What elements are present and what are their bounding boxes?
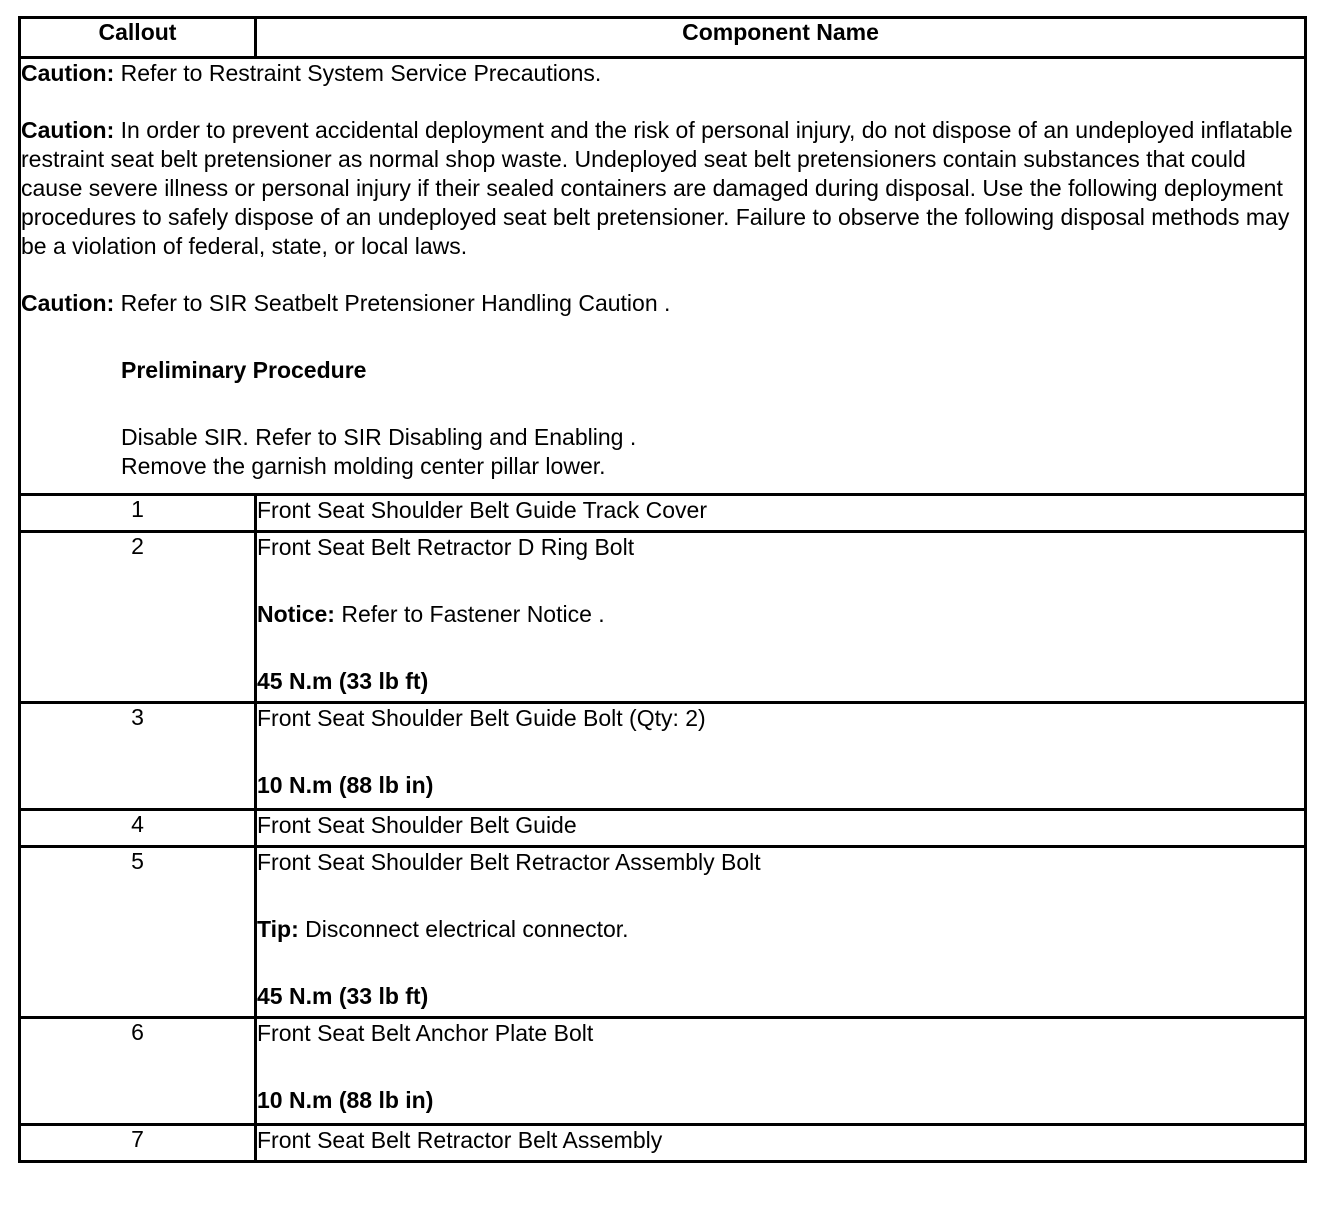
table-row [20,810,1306,847]
caution-3 [21,289,1304,318]
callout-number: 2 [20,532,256,703]
callout-number: 6 [20,1018,256,1125]
table-row [20,703,1306,810]
component-name: Front Seat Shoulder Belt Guide [256,810,1306,847]
component-note [257,915,1304,944]
component-name: Front Seat Shoulder Belt Retractor Assembly Bolt [257,849,761,875]
preliminary-step: Disable SIR. Refer to SIR Disabling and Enabling . [121,424,637,450]
table-row [20,847,1306,1018]
callout-number: 3 [20,703,256,810]
torque-spec: 45 N.m (33 lb ft) [257,983,429,1009]
component-table [18,16,1307,1163]
component-cell [256,532,1306,703]
table-row [20,1018,1306,1125]
caution-text: Refer to SIR Seatbelt Pretensioner Handling Caution . [114,290,671,316]
note-text: Disconnect electrical connector. [298,916,629,942]
callout-number: 7 [20,1125,256,1162]
torque-spec: 10 N.m (88 lb in) [257,772,434,798]
callout-number: 4 [20,810,256,847]
caution-text: In order to prevent accidental deployment and the risk of personal injury, do not dispose of an undeployed inflatable restraint seat belt pretensioner as normal shop waste. Undeployed seat belt pretensioners contain substances that could cause severe illness or personal injury if their sealed containers are damaged during disposal. Use the following deployment procedures to safely dispose of an undeployed seat belt pretensioner. Failure to observe the following disposal methods may be a violation of federal, state, or local laws. [21,117,1293,259]
caution-1 [21,59,1304,88]
component-name: Front Seat Belt Retractor D Ring Bolt [257,534,635,560]
header-row [20,18,1306,58]
component-name: Front Seat Shoulder Belt Guide Bolt (Qty: 2) [257,705,706,731]
caution-cell [20,58,1306,495]
table-row [20,495,1306,532]
caution-row [20,58,1306,495]
component-cell [256,847,1306,1018]
header-callout: Callout [20,18,256,58]
note-label: Notice: [257,601,335,627]
component-cell [256,703,1306,810]
component-cell [256,1018,1306,1125]
preliminary-title: Preliminary Procedure [121,357,367,383]
caution-label: Caution: [21,290,115,316]
table-row [20,1125,1306,1162]
note-text: Refer to Fastener Notice . [334,601,605,627]
caution-label: Caution: [21,117,115,143]
caution-label: Caution: [21,60,115,86]
component-note [257,600,1304,629]
component-name: Front Seat Shoulder Belt Guide Track Cover [256,495,1306,532]
torque-spec: 45 N.m (33 lb ft) [257,668,429,694]
table-row [20,532,1306,703]
caution-text: Refer to Restraint System Service Precautions. [114,60,602,86]
component-name: Front Seat Belt Anchor Plate Bolt [257,1020,594,1046]
callout-number: 5 [20,847,256,1018]
caution-2 [21,116,1304,261]
torque-spec: 10 N.m (88 lb in) [257,1087,434,1113]
note-label: Tip: [257,916,299,942]
preliminary-step: Remove the garnish molding center pillar lower. [121,453,606,479]
component-name: Front Seat Belt Retractor Belt Assembly [256,1125,1306,1162]
header-component-name: Component Name [256,18,1306,58]
callout-number: 1 [20,495,256,532]
